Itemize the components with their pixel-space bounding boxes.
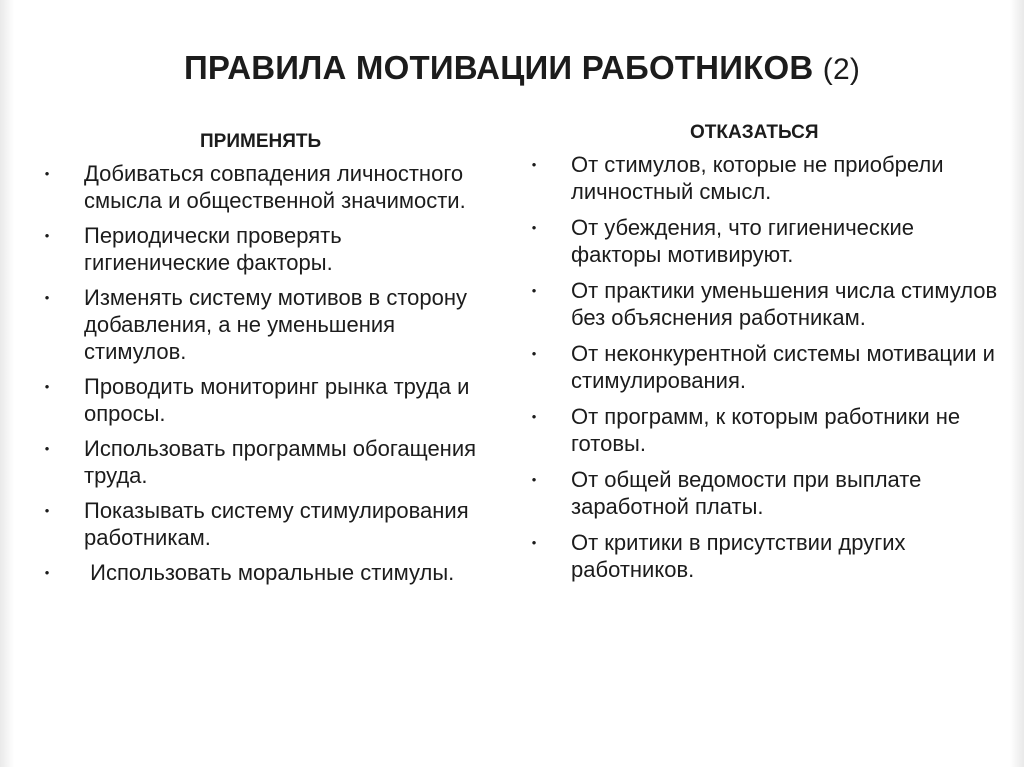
bullet-icon: • (44, 379, 50, 394)
list-item (40, 284, 480, 365)
list-item-text: Использовать моральные стимулы. (84, 560, 455, 585)
list-item-text: Добиваться совпадения личностного смысла и общественной значимости. (84, 161, 466, 213)
list-item (40, 497, 480, 551)
refuse-list (527, 151, 1007, 592)
list-item-text: Использовать программы обогащения труда. (84, 436, 477, 488)
list-item (40, 435, 480, 489)
bullet-icon: • (44, 166, 50, 181)
bullet-icon: • (44, 503, 50, 518)
slide-title-suffix: (2) (822, 53, 861, 86)
list-item-text: От практики уменьшения числа стимулов без объяснения работникам. (571, 278, 998, 330)
list-item-text: От неконкурентной системы мотивации и стимулирования. (571, 341, 995, 393)
list-item (40, 559, 480, 586)
list-item (527, 277, 1007, 331)
list-item (40, 373, 480, 427)
bullet-icon: • (531, 220, 537, 235)
slide-left-edge-shadow (0, 0, 14, 767)
bullet-icon: • (44, 228, 50, 243)
bullet-icon: • (44, 565, 50, 580)
list-item (527, 403, 1007, 457)
bullet-icon: • (531, 346, 537, 361)
list-item (40, 160, 480, 214)
bullet-icon: • (531, 409, 537, 424)
list-item (527, 466, 1007, 520)
right-column-heading: ОТКАЗАТЬСЯ (690, 122, 819, 143)
list-item (527, 214, 1007, 268)
list-item (527, 529, 1007, 583)
bullet-icon: • (531, 472, 537, 487)
slide-right-edge-shadow (1010, 0, 1024, 767)
list-item (527, 340, 1007, 394)
bullet-icon: • (44, 290, 50, 305)
apply-list (40, 160, 480, 594)
left-column-heading: ПРИМЕНЯТЬ (200, 131, 322, 152)
list-item-text: От общей ведомости при выплате заработной платы. (571, 467, 922, 519)
list-item-text: От программ, к которым работники не готовы. (571, 404, 961, 456)
list-item-text: От убеждения, что гигиенические факторы мотивируют. (571, 215, 915, 267)
bullet-icon: • (531, 535, 537, 550)
list-item-text: Периодически проверять гигиенические факторы. (84, 223, 342, 275)
bullet-icon: • (531, 157, 537, 172)
slide-title-text: ПРАВИЛА МОТИВАЦИИ РАБОТНИКОВ (183, 49, 814, 86)
list-item-text: Проводить мониторинг рынка труда и опросы. (84, 374, 470, 426)
list-item-text: Показывать систему стимулирования работникам. (84, 498, 469, 550)
slide-title (0, 46, 1024, 92)
list-item (40, 222, 480, 276)
list-item-text: От критики в присутствии других работников. (571, 530, 906, 582)
bullet-icon: • (44, 441, 50, 456)
list-item (527, 151, 1007, 205)
bullet-icon: • (531, 283, 537, 298)
list-item-text: Изменять систему мотивов в сторону добавления, а не уменьшения стимулов. (84, 285, 468, 364)
list-item-text: От стимулов, которые не приобрели личностный смысл. (571, 152, 944, 204)
